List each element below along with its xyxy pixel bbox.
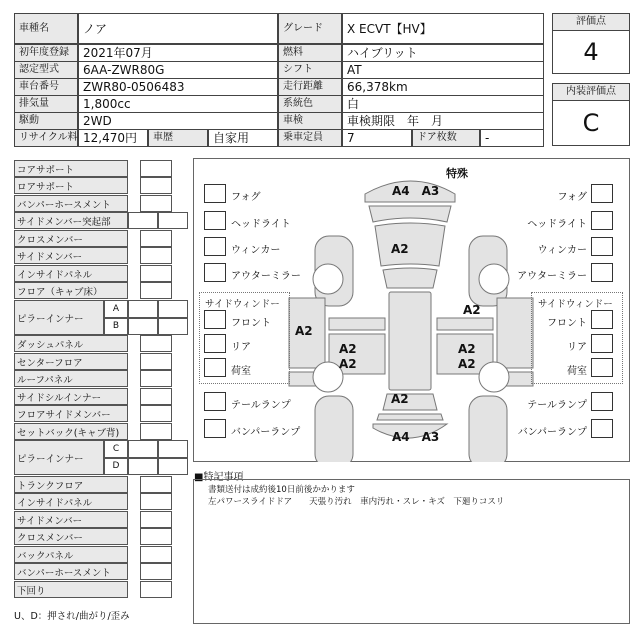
right-option-label: フォグ — [557, 192, 587, 203]
grade-rear-bottom: A4 A3 — [392, 430, 440, 444]
right-checkbox[interactable] — [591, 237, 613, 256]
info-value: ハイブリット — [342, 44, 544, 62]
left-sill — [329, 318, 385, 330]
damage-box[interactable] — [128, 300, 158, 318]
side-window-left-label: フロント — [231, 318, 271, 329]
damage-box[interactable] — [140, 195, 172, 212]
damage-box[interactable] — [158, 440, 188, 458]
damage-box[interactable] — [140, 230, 172, 247]
left-option-label: ヘッドライト — [231, 219, 291, 230]
grade-right-front-door: A2 — [463, 303, 481, 317]
grade-right-mid-1: A2 — [458, 342, 476, 356]
recycle-value: 12,470円 — [78, 129, 148, 147]
hood — [375, 223, 445, 266]
damage-box[interactable] — [140, 247, 172, 264]
info-value: AT — [342, 61, 544, 79]
info-value: 白 — [342, 95, 544, 113]
damage-box[interactable] — [140, 370, 172, 387]
diagram-title: 特殊 — [446, 167, 468, 180]
part-list-item: ピラーインナー — [14, 440, 104, 475]
damage-box[interactable] — [128, 318, 158, 336]
info-label: 駆動 — [14, 112, 78, 130]
part-list-item: サイドメンバー突起部 — [14, 212, 128, 229]
left-checkbox[interactable] — [204, 211, 226, 230]
history-value: 自家用 — [208, 129, 278, 147]
part-list-item: サイドシルインナー — [14, 388, 128, 405]
part-list-item: バンパーホースメント — [14, 195, 128, 212]
damage-box[interactable] — [140, 160, 172, 177]
right-front-door — [497, 298, 533, 368]
side-window-right-checkbox[interactable] — [591, 358, 613, 377]
info-value: 6AA-ZWR80G — [78, 61, 278, 79]
grade-front-top: A4 A3 — [392, 184, 440, 198]
part-list-item: ルーフパネル — [14, 370, 128, 387]
grade-rear-gate: A2 — [391, 392, 409, 406]
info-value: ノア — [78, 13, 278, 44]
part-list-item: クロスメンバー — [14, 230, 128, 247]
info-label: 系統色 — [278, 95, 342, 113]
part-list-item: クロスメンバー — [14, 528, 128, 545]
left-rear-fender — [315, 396, 353, 462]
part-list-item: フロアサイドメンバー — [14, 405, 128, 422]
left-checkbox[interactable] — [204, 184, 226, 203]
left-option-label: アウターミラー — [231, 271, 301, 282]
doors-label: ドア枚数 — [412, 129, 480, 147]
damage-box[interactable] — [140, 265, 172, 282]
side-window-left-checkbox[interactable] — [204, 358, 226, 377]
side-window-left-checkbox[interactable] — [204, 310, 226, 329]
grade-left-front-door: A2 — [295, 324, 313, 338]
side-window-right-label: フロント — [547, 318, 587, 329]
front-panel — [369, 206, 451, 222]
damage-box[interactable] — [140, 177, 172, 194]
recycle-label: リサイクル料 — [14, 129, 78, 147]
info-label: 車検 — [278, 112, 342, 130]
grade-left-mid-2: A2 — [339, 357, 357, 371]
grade-hood: A2 — [391, 242, 409, 256]
left-option-label: ウィンカー — [231, 245, 281, 256]
part-list-item: バンパーホースメント — [14, 563, 128, 580]
score-value: 4 — [552, 30, 630, 74]
pillar-sub-label: A — [104, 300, 128, 318]
side-window-right-checkbox[interactable] — [591, 310, 613, 329]
notes-box — [193, 479, 630, 624]
grade-right-mid-2: A2 — [458, 357, 476, 371]
capacity-label: 乗車定員 — [278, 129, 342, 147]
windshield — [383, 268, 437, 288]
damage-box[interactable] — [140, 511, 172, 528]
wheel-front-right — [479, 264, 509, 294]
info-value: X ECVT【HV】 — [342, 13, 544, 44]
info-value: 66,378km — [342, 78, 544, 96]
damage-box[interactable] — [128, 212, 158, 229]
part-list-item: サイドメンバー — [14, 511, 128, 528]
damage-box[interactable] — [140, 388, 172, 405]
wheel-front-left — [313, 264, 343, 294]
part-list-item: コアサポート — [14, 160, 128, 177]
info-label: 車台番号 — [14, 78, 78, 96]
interior-score-value: C — [552, 100, 630, 146]
right-checkbox[interactable] — [591, 211, 613, 230]
score-label: 評価点 — [552, 13, 630, 31]
side-window-title-right: サイドウィンドー — [538, 299, 613, 310]
part-list-item: フロア（キャブ床） — [14, 282, 128, 299]
info-value: 1,800cc — [78, 95, 278, 113]
damage-box[interactable] — [140, 563, 172, 580]
left-option-label: フォグ — [231, 192, 261, 203]
notes-line-1: 書類送付は成約後10日前後かかります — [208, 485, 355, 495]
bottom-left-label: テールランプ — [231, 400, 291, 411]
damage-box[interactable] — [128, 458, 158, 476]
right-rear-fender — [469, 396, 507, 462]
damage-box[interactable] — [140, 353, 172, 370]
damage-box[interactable] — [158, 458, 188, 476]
pillar-sub-label: B — [104, 318, 128, 336]
damage-box[interactable] — [140, 528, 172, 545]
info-value: 2WD — [78, 112, 278, 130]
damage-box[interactable] — [140, 476, 172, 493]
damage-box[interactable] — [158, 318, 188, 336]
damage-box[interactable] — [158, 212, 188, 229]
part-list-item: センターフロア — [14, 353, 128, 370]
info-label: 走行距離 — [278, 78, 342, 96]
bottom-left-checkbox[interactable] — [204, 419, 226, 438]
left-checkbox[interactable] — [204, 263, 226, 282]
history-label: 車歴 — [148, 129, 208, 147]
right-checkbox[interactable] — [591, 184, 613, 203]
info-label: 排気量 — [14, 95, 78, 113]
part-list-item: バックパネル — [14, 546, 128, 563]
back-door — [377, 414, 443, 420]
roof — [389, 292, 431, 390]
part-list-item: ダッシュパネル — [14, 335, 128, 352]
bottom-right-checkbox[interactable] — [591, 392, 613, 411]
damage-box[interactable] — [140, 405, 172, 422]
info-label: 認定型式 — [14, 61, 78, 79]
bottom-right-label: バンパーランプ — [517, 427, 587, 438]
damage-box[interactable] — [140, 493, 172, 510]
damage-box[interactable] — [158, 300, 188, 318]
bottom-left-checkbox[interactable] — [204, 392, 226, 411]
damage-box[interactable] — [140, 581, 172, 598]
part-list-item: トランクフロア — [14, 476, 128, 493]
wheel-rear-right — [479, 362, 509, 392]
grade-left-mid-1: A2 — [339, 342, 357, 356]
legend-text: U、D：押され/曲がり/歪み — [14, 611, 130, 622]
side-window-left-label: 荷室 — [231, 366, 251, 377]
right-checkbox[interactable] — [591, 263, 613, 282]
info-label: シフト — [278, 61, 342, 79]
part-list-item: ロアサポート — [14, 177, 128, 194]
notes-title: ■特記事項 — [194, 472, 244, 483]
side-window-right-label: 荷室 — [567, 366, 587, 377]
side-window-right-label: リア — [567, 342, 587, 353]
right-option-label: ヘッドライト — [527, 219, 587, 230]
pillar-sub-label: C — [104, 440, 128, 458]
part-list-item: インサイドパネル — [14, 265, 128, 282]
damage-box[interactable] — [140, 546, 172, 563]
bottom-left-label: バンパーランプ — [231, 427, 301, 438]
damage-box[interactable] — [140, 282, 172, 299]
part-list-item: インサイドパネル — [14, 493, 128, 510]
part-list-item: 下回り — [14, 581, 128, 598]
bottom-right-checkbox[interactable] — [591, 419, 613, 438]
info-value: ZWR80-0506483 — [78, 78, 278, 96]
capacity-value: 7 — [342, 129, 412, 147]
damage-box[interactable] — [140, 335, 172, 352]
part-list-item: セットバック(キャブ背) — [14, 423, 128, 440]
side-window-title-left: サイドウィンドー — [205, 299, 280, 310]
notes-line-2: 左パワースライドドア 天張り汚れ 車内汚れ・スレ・キズ 下廻りコスリ — [208, 497, 505, 507]
damage-box[interactable] — [128, 440, 158, 458]
info-label: グレード — [278, 13, 342, 44]
info-value: 2021年07月 — [78, 44, 278, 62]
info-value: 車検期限 年 月 — [342, 112, 544, 130]
interior-score-label: 内装評価点 — [552, 83, 630, 101]
right-sill — [437, 318, 493, 330]
left-checkbox[interactable] — [204, 237, 226, 256]
info-label: 車種名 — [14, 13, 78, 44]
part-list-item: ピラーインナー — [14, 300, 104, 335]
doors-value: - — [480, 129, 544, 147]
damage-box[interactable] — [140, 423, 172, 440]
right-option-label: アウターミラー — [517, 271, 587, 282]
info-label: 初年度登録 — [14, 44, 78, 62]
pillar-sub-label: D — [104, 458, 128, 476]
right-option-label: ウィンカー — [537, 245, 587, 256]
bottom-right-label: テールランプ — [527, 400, 587, 411]
info-label: 燃料 — [278, 44, 342, 62]
side-window-left-checkbox[interactable] — [204, 334, 226, 353]
side-window-right-checkbox[interactable] — [591, 334, 613, 353]
side-window-left-label: リア — [231, 342, 251, 353]
part-list-item: サイドメンバー — [14, 247, 128, 264]
